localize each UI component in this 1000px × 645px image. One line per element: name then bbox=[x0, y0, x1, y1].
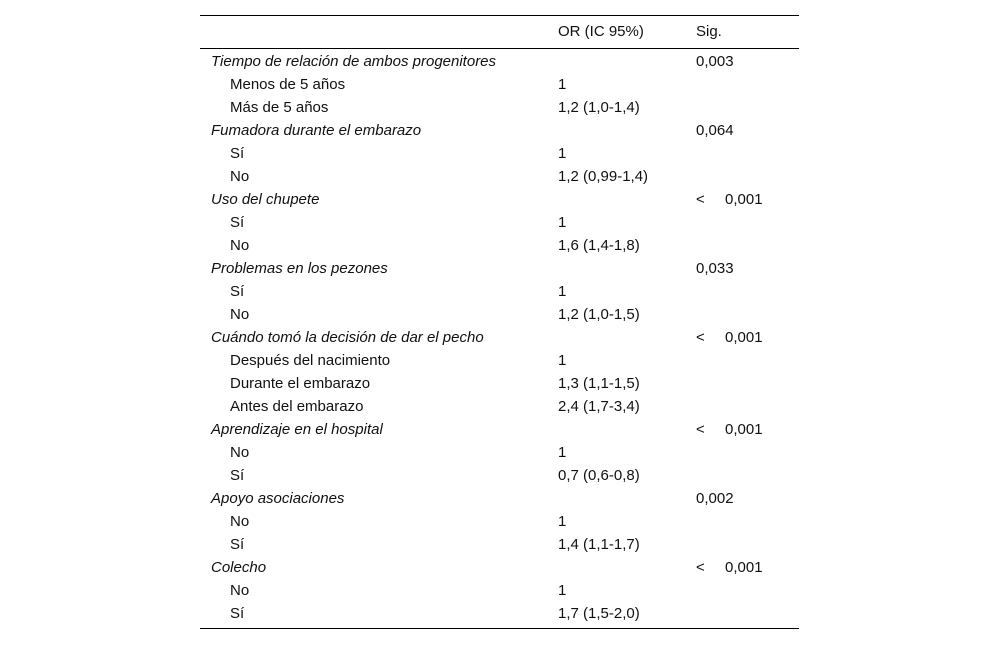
significance-value bbox=[696, 556, 763, 579]
category-label: Apoyo asociaciones bbox=[211, 490, 345, 507]
significance-value bbox=[696, 257, 734, 280]
p-value: 0,001 bbox=[725, 421, 763, 438]
category-label: Aprendizaje en el hospital bbox=[211, 421, 383, 438]
table-row bbox=[200, 211, 799, 234]
table-row bbox=[200, 96, 799, 119]
significance-value bbox=[696, 487, 734, 510]
level-label: No bbox=[230, 582, 250, 599]
category-label: Problemas en los pezones bbox=[211, 260, 388, 277]
table-row bbox=[200, 280, 799, 303]
less-than-sign: < bbox=[696, 191, 705, 208]
odds-ratio-value: 1,7 (1,5-2,0) bbox=[558, 605, 640, 622]
level-label: No bbox=[230, 168, 250, 185]
odds-ratio-value: 1,2 (1,0-1,4) bbox=[558, 99, 640, 116]
p-value: 0,001 bbox=[725, 329, 763, 346]
level-label: Sí bbox=[230, 145, 245, 162]
odds-ratio-value: 2,4 (1,7-3,4) bbox=[558, 398, 640, 415]
category-label: Colecho bbox=[211, 559, 267, 576]
table-bottom-rule bbox=[200, 628, 799, 629]
odds-ratio-value: 1,2 (1,0-1,5) bbox=[558, 306, 640, 323]
level-label: No bbox=[230, 306, 250, 323]
table-row bbox=[200, 441, 799, 464]
table-row bbox=[200, 73, 799, 96]
significance-value bbox=[696, 418, 763, 441]
level-label: Después del nacimiento bbox=[230, 352, 391, 369]
odds-ratio-table bbox=[200, 15, 799, 629]
odds-ratio-value: 0,7 (0,6-0,8) bbox=[558, 467, 640, 484]
table-row bbox=[200, 464, 799, 487]
significance-value bbox=[696, 326, 763, 349]
table-row bbox=[200, 510, 799, 533]
odds-ratio-value: 1 bbox=[558, 145, 567, 162]
level-label: Sí bbox=[230, 605, 245, 622]
significance-value bbox=[696, 50, 734, 73]
level-label: Más de 5 años bbox=[230, 99, 329, 116]
category-label: Fumadora durante el embarazo bbox=[211, 122, 422, 139]
odds-ratio-value: 1 bbox=[558, 283, 567, 300]
level-label: Sí bbox=[230, 214, 245, 231]
odds-ratio-value: 1 bbox=[558, 352, 567, 369]
table-row-category bbox=[200, 50, 799, 73]
category-label: Uso del chupete bbox=[211, 191, 320, 208]
less-than-sign: < bbox=[696, 421, 705, 438]
table-row-category bbox=[200, 418, 799, 441]
level-label: Sí bbox=[230, 467, 245, 484]
odds-ratio-value: 1 bbox=[558, 76, 567, 93]
table-row bbox=[200, 165, 799, 188]
odds-ratio-value: 1,3 (1,1-1,5) bbox=[558, 375, 640, 392]
table-row-category bbox=[200, 188, 799, 211]
table-body bbox=[200, 49, 799, 625]
level-label: Sí bbox=[230, 283, 245, 300]
table-row-category bbox=[200, 556, 799, 579]
p-value: 0,002 bbox=[696, 490, 734, 507]
level-label: No bbox=[230, 513, 250, 530]
significance-value bbox=[696, 119, 734, 142]
level-label: Durante el embarazo bbox=[230, 375, 371, 392]
p-value: 0,064 bbox=[696, 122, 734, 139]
less-than-sign: < bbox=[696, 329, 705, 346]
category-label: Tiempo de relación de ambos progenitores bbox=[211, 53, 497, 70]
odds-ratio-value: 1 bbox=[558, 582, 567, 599]
level-label: No bbox=[230, 237, 250, 254]
odds-ratio-value: 1,6 (1,4-1,8) bbox=[558, 237, 640, 254]
table-row bbox=[200, 372, 799, 395]
p-value: 0,001 bbox=[725, 191, 763, 208]
table-row bbox=[200, 579, 799, 602]
level-label: No bbox=[230, 444, 250, 461]
p-value: 0,033 bbox=[696, 260, 734, 277]
odds-ratio-value: 1,2 (0,99-1,4) bbox=[558, 168, 649, 185]
header-or: OR (IC 95%) bbox=[558, 23, 644, 40]
table-row bbox=[200, 303, 799, 326]
odds-ratio-value: 1 bbox=[558, 214, 567, 231]
odds-ratio-value: 1 bbox=[558, 513, 567, 530]
level-label: Menos de 5 años bbox=[230, 76, 346, 93]
table-header bbox=[200, 16, 799, 48]
odds-ratio-value: 1 bbox=[558, 444, 567, 461]
table-row-category bbox=[200, 487, 799, 510]
table-row bbox=[200, 602, 799, 625]
table-row bbox=[200, 349, 799, 372]
table-row bbox=[200, 533, 799, 556]
table-row bbox=[200, 395, 799, 418]
table-row-category bbox=[200, 119, 799, 142]
less-than-sign: < bbox=[696, 559, 705, 576]
level-label: Antes del embarazo bbox=[230, 398, 364, 415]
significance-value bbox=[696, 188, 763, 211]
category-label: Cuándo tomó la decisión de dar el pecho bbox=[211, 329, 484, 346]
level-label: Sí bbox=[230, 536, 245, 553]
table-row-category bbox=[200, 257, 799, 280]
odds-ratio-value: 1,4 (1,1-1,7) bbox=[558, 536, 640, 553]
p-value: 0,003 bbox=[696, 53, 734, 70]
p-value: 0,001 bbox=[725, 559, 763, 576]
header-sig: Sig. bbox=[696, 23, 722, 40]
table-row-category bbox=[200, 326, 799, 349]
table-row bbox=[200, 234, 799, 257]
table-row bbox=[200, 142, 799, 165]
